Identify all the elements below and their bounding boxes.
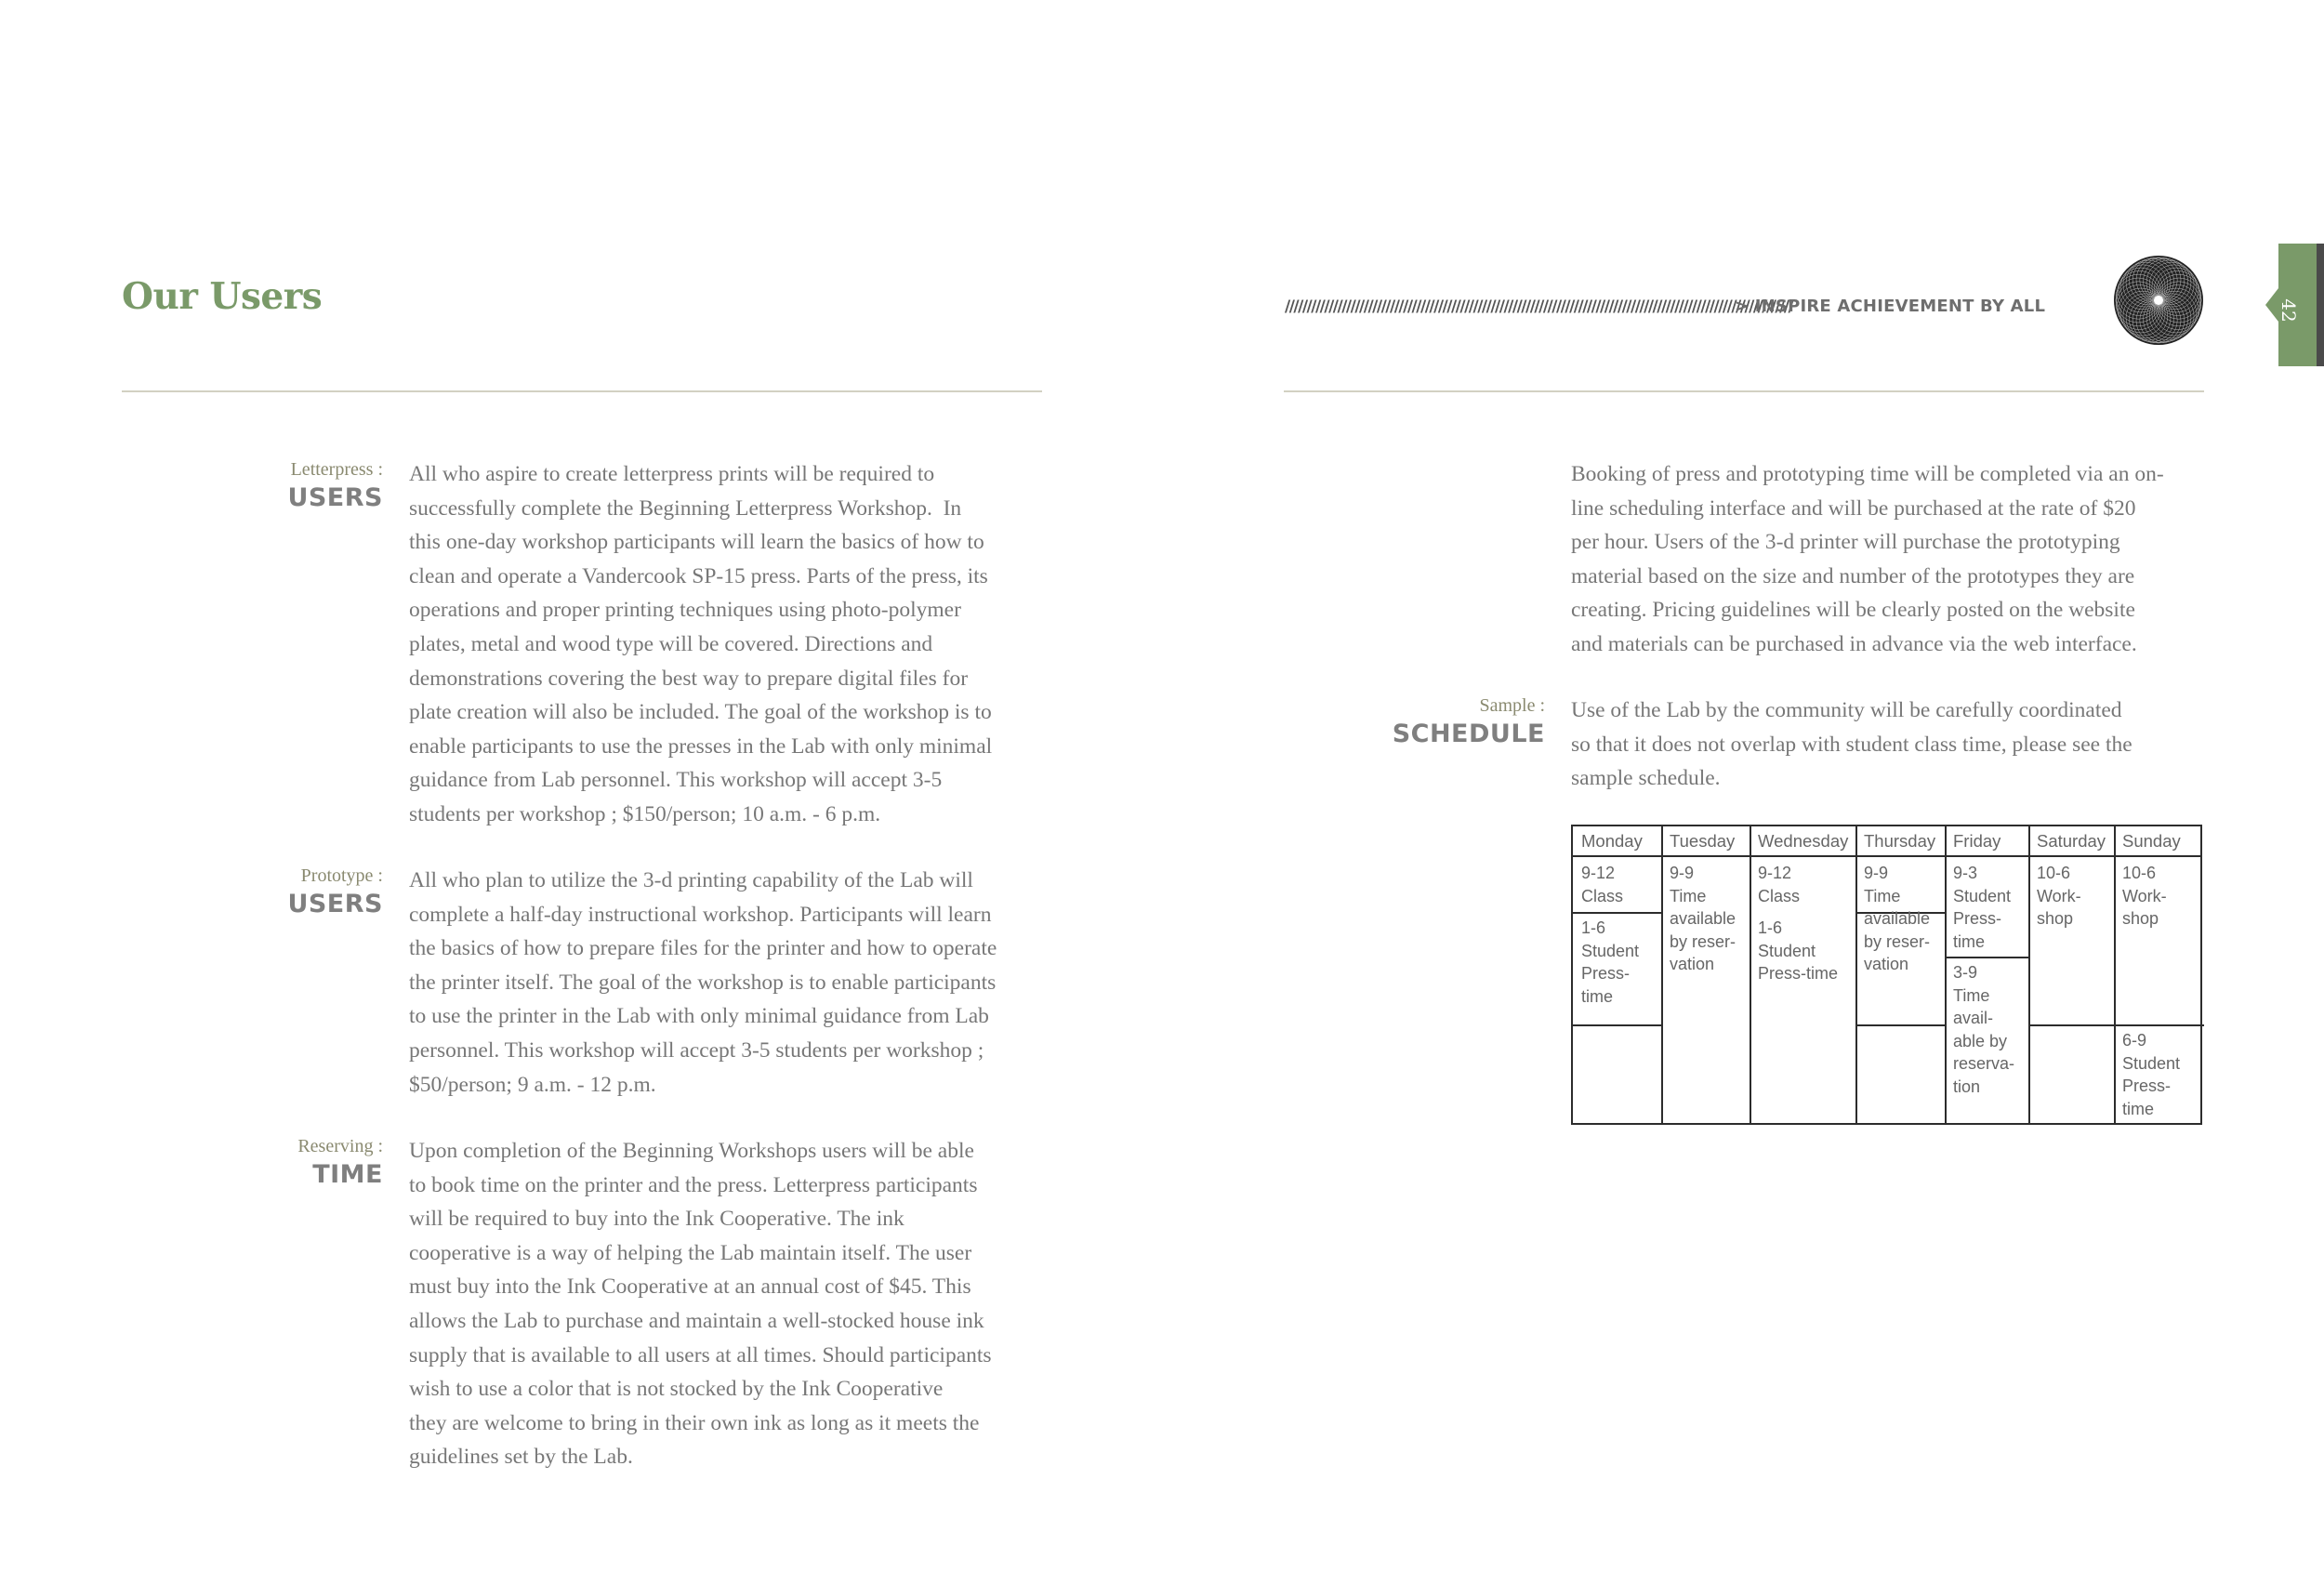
section-label-big: TIME: [312, 1160, 383, 1189]
schedule-cell-line: 9-9: [1864, 864, 1889, 882]
schedule-day-header: Tuesday: [1670, 831, 1736, 851]
paragraph-line: plates, metal and wood type will be covered. Directions and: [409, 631, 933, 656]
schedule-cell-line: 10-6: [2037, 864, 2071, 882]
section-paragraph: [409, 1134, 1041, 1474]
schedule-cell: [1953, 961, 2014, 1098]
section-label-small: Reserving :: [297, 1136, 383, 1156]
schedule-day-header: Thursday: [1864, 831, 1936, 851]
schedule-cell-line: Time: [1953, 985, 1990, 1005]
paragraph-line: students per workshop ; $150/person; 10 a.m. - 6 p.m.: [409, 801, 881, 826]
paragraph-line: All who aspire to create letterpress prints will be required to: [409, 462, 935, 486]
schedule-cell-line: 9-12: [1758, 864, 1792, 882]
paragraph-line: and materials can be purchased in advance via the web interface.: [1571, 631, 2137, 656]
schedule-cell: [2037, 862, 2081, 931]
schedule-day-header: Sunday: [2122, 831, 2181, 851]
paragraph-line: creating. Pricing guidelines will be clearly posted on the website: [1571, 598, 2135, 623]
schedule-day-header: Wednesday: [1758, 831, 1849, 851]
paragraph-line: All who plan to utilize the 3-d printing capability of the Lab will: [409, 868, 973, 892]
paragraph-line: operations and proper printing techniques using photo-polymer: [409, 598, 961, 623]
schedule-cell-line: 9-3: [1953, 864, 1978, 882]
schedule-cell-line: 6-9: [2122, 1031, 2147, 1050]
schedule-cell-line: Work-: [2122, 886, 2167, 905]
schedule-cell-line: time: [1581, 986, 1614, 1006]
paragraph-line: demonstrations covering the best way to prepare digital files for: [409, 666, 969, 691]
paragraph-line: complete a half-day instructional workshop. Participants will learn: [409, 902, 992, 927]
section-label-big: USERS: [287, 483, 383, 512]
schedule-day-header: Friday: [1953, 831, 2001, 851]
schedule-cell-line: Press-: [1953, 909, 2002, 928]
paragraph-line: so that it does not overlap with student class time, please see the: [1571, 732, 2133, 757]
schedule-cell-line: Student: [1953, 886, 2012, 905]
page-title: Our Users: [122, 275, 323, 318]
paragraph-line: will be required to buy into the Ink Cooperative. The ink: [409, 1207, 905, 1232]
paragraph-line: clean and operate a Vandercook SP-15 press. Parts of the press, its: [409, 563, 988, 588]
schedule-cell: [2122, 1029, 2180, 1120]
paragraph-line: the printer itself. The goal of the workshop is to enable participants: [409, 970, 997, 995]
schedule-cell-line: able by: [1953, 1031, 2008, 1050]
schedule-cell-line: Time: [1864, 886, 1901, 905]
schedule-cell-line: vation: [1670, 955, 1715, 973]
schedule-cell-line: time: [2122, 1099, 2155, 1118]
schedule-cell-line: shop: [2122, 909, 2159, 928]
schedule-table: [1571, 825, 2202, 1125]
paragraph-line: guidance from Lab personnel. This workshop will accept 3-5: [409, 768, 943, 793]
paragraph-line: this one-day workshop participants will learn the basics of how to: [409, 530, 984, 555]
schedule-cell: [1581, 917, 1639, 1008]
schedule-cell-line: Press-: [2122, 1076, 2172, 1095]
schedule-cell-line: by reser-: [1670, 931, 1736, 951]
schedule-cell-line: available: [1864, 909, 1931, 928]
paragraph-line: allows the Lab to purchase and maintain a well-stocked house ink: [409, 1308, 984, 1333]
schedule-cell-line: 1-6: [1581, 918, 1606, 937]
header-divider-right: [1284, 390, 2204, 392]
page-number: 42: [2278, 298, 2300, 323]
schedule-cell-line: Class: [1758, 886, 1801, 905]
paragraph-line: material based on the size and number of the prototypes they are: [1571, 563, 2135, 588]
schedule-cell-line: by reser-: [1864, 931, 1931, 951]
schedule-day-header: Monday: [1581, 831, 1643, 851]
paragraph-line: must buy into the Ink Cooperative at an annual cost of $45. This: [409, 1275, 971, 1300]
paragraph-line: wish to use a color that is not stocked by the Ink Cooperative: [409, 1377, 944, 1402]
schedule-cell-line: 9-9: [1670, 864, 1695, 882]
section-label-small: Letterpress :: [290, 459, 383, 480]
paragraph-line: they are welcome to bring in their own ink as long as it meets the: [409, 1410, 980, 1435]
schedule-cell: [1670, 862, 1736, 976]
schedule-cell: [1953, 862, 2011, 953]
paragraph-line: cooperative is a way of helping the Lab maintain itself. The user: [409, 1240, 972, 1265]
schedule-cell-line: Press-: [1581, 964, 1631, 983]
schedule-cell-line: 1-6: [1758, 918, 1783, 937]
paragraph-line: enable participants to use the presses in the Lab with only minimal: [409, 733, 993, 759]
schedule-cell-line: avail-: [1953, 1009, 1994, 1027]
schedule-cell: [1864, 862, 1930, 976]
spirograph-logo-icon: [2112, 254, 2205, 347]
schedule-cell-line: time: [1953, 931, 1986, 951]
schedule-cell-line: reserva-: [1953, 1054, 2015, 1073]
schedule-cell-line: Time: [1670, 886, 1707, 905]
paragraph-line: line scheduling interface and will be purchased at the rate of $20: [1571, 495, 2136, 521]
schedule-cell-line: Student: [2122, 1053, 2181, 1073]
section-paragraph: [409, 457, 1041, 832]
schedule-cell: [1758, 862, 1800, 907]
paragraph-line: to use the printer in the Lab with only minimal guidance from Lab: [409, 1004, 989, 1029]
section-label-small: Sample :: [1479, 695, 1545, 716]
decorative-slashes: ////////////////////////////////////////////////////////////////////////////////////////////////////////////////////: [1285, 297, 1793, 316]
schedule-cell: [1581, 862, 1623, 907]
schedule-cell-line: 3-9: [1953, 963, 1978, 982]
schedule-cell-line: 10-6: [2122, 864, 2157, 882]
schedule-cell-line: Press-time: [1758, 964, 1839, 983]
schedule-cell: [1758, 917, 1838, 985]
paragraph-line: guidelines set by the Lab.: [409, 1445, 633, 1470]
paragraph-line: sample schedule.: [1571, 766, 1721, 791]
schedule-cell-line: Class: [1581, 886, 1624, 905]
schedule-cell-line: Work-: [2037, 886, 2081, 905]
header-divider-left: [122, 390, 1042, 392]
section-label-big: USERS: [287, 890, 383, 918]
paragraph-line: $50/person; 9 a.m. - 12 p.m.: [409, 1072, 656, 1097]
paragraph-line: supply that is available to all users at all times. Should participants: [409, 1342, 992, 1367]
schedule-cell-line: shop: [2037, 909, 2074, 928]
tagline: > INSPIRE ACHIEVEMENT BY ALL: [1735, 297, 2046, 316]
section-label-small: Prototype :: [300, 865, 383, 886]
paragraph-line: Upon completion of the Beginning Workshops users will be able: [409, 1139, 974, 1163]
schedule-cell-line: tion: [1953, 1076, 1981, 1096]
paragraph-line: the basics of how to prepare files for the printer and how to operate: [409, 936, 997, 961]
schedule-cell-line: vation: [1864, 955, 1909, 973]
schedule-cell-line: Student: [1581, 941, 1640, 960]
paragraph-line: per hour. Users of the 3-d printer will purchase the prototyping: [1571, 530, 2120, 555]
schedule-day-header: Saturday: [2037, 831, 2106, 851]
booking-paragraph: [1571, 457, 2203, 662]
schedule-paragraph: [1571, 693, 2203, 796]
schedule-cell-line: Student: [1758, 941, 1816, 960]
section-label-big: SCHEDULE: [1392, 720, 1545, 748]
paragraph-line: personnel. This workshop will accept 3-5 students per workshop ;: [409, 1037, 984, 1063]
paragraph-line: Booking of press and prototyping time will be completed via an on-: [1571, 462, 2164, 486]
schedule-cell: [2122, 862, 2167, 931]
paragraph-line: successfully complete the Beginning Letterpress Workshop. In: [409, 495, 962, 521]
paragraph-line: Use of the Lab by the community will be carefully coordinated: [1571, 698, 2122, 722]
schedule-cell-line: 9-12: [1581, 864, 1616, 882]
paragraph-line: plate creation will also be included. The goal of the workshop is to: [409, 700, 992, 725]
paragraph-line: to book time on the printer and the press. Letterpress participants: [409, 1172, 978, 1197]
schedule-cell-line: available: [1670, 909, 1736, 928]
section-paragraph: [409, 864, 1041, 1102]
